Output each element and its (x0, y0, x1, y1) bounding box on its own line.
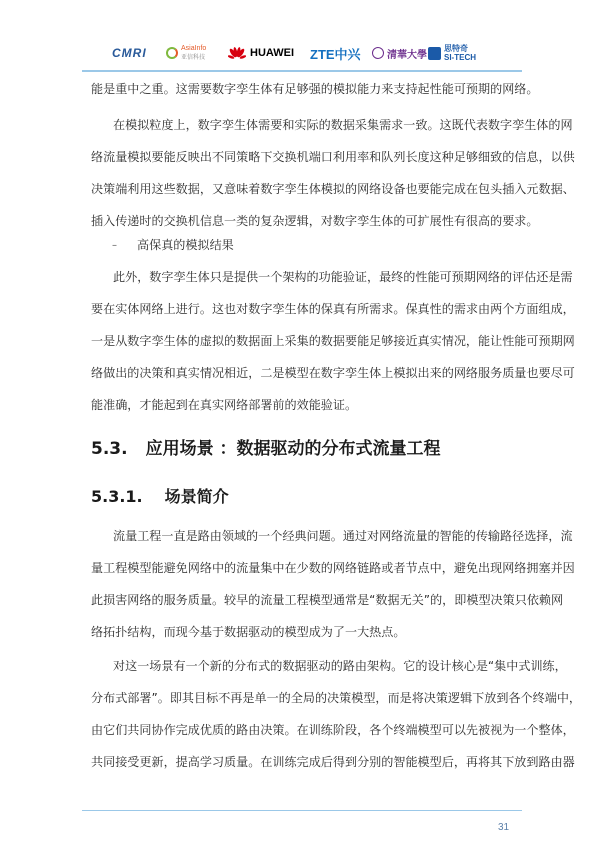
huawei-logo-text: HUAWEI (250, 47, 294, 59)
cmri-logo-text: CMRI (112, 46, 147, 60)
tsinghua-logo-text: 清華大學 (387, 49, 427, 61)
paragraph-line: 一是从数字孪生体的虚拟的数据面上采集的数据要能足够接近真实情况，能让性能可预期网 (91, 334, 575, 348)
paragraph-line: 流量工程一直是路由领域的一个经典问题。通过对网络流量的智能的传输路径选择，流 (113, 529, 573, 543)
sitech-logo-en: SI-TECH (444, 53, 476, 62)
zte-logo-text: ZTE中兴 (310, 46, 361, 62)
paragraph-line: 络做出的决策和真实情况相近，二是模型在数字孪生体上模拟出来的网络服务质量也要尽可 (91, 366, 575, 380)
subsection-heading (91, 484, 229, 507)
header-rule (82, 70, 522, 72)
asiainfo-mark-icon (166, 47, 178, 59)
partner-logos (112, 42, 476, 64)
paragraph-line: 插入传递时的交换机信息一类的复杂逻辑，对数字孪生体的可扩展性有很高的要求。 (91, 214, 539, 228)
bullet-item: 高保真的模拟结果 (137, 238, 234, 252)
huawei-logo (228, 47, 310, 60)
asiainfo-logo-text: AsiaInfo (181, 45, 207, 52)
paragraph-line: 量工程模型能避免网络中的流量集中在少数的网络链路或者节点中，避免出现网络拥塞并因 (91, 561, 575, 575)
paragraph-line: 分布式部署”。即其目标不再是单一的全局的决策模型，而是将决策逻辑下放到各个终端中， (91, 691, 582, 705)
section-title: 应用场景 ：数据驱动的分布式流量工程 (145, 439, 441, 459)
paragraph-line: 共同接受更新，提高学习质量。在训练完成后得到分别的智能模型后，再将其下放到路由器 (91, 755, 575, 769)
huawei-flower-icon (228, 47, 246, 60)
sitech-logo (428, 44, 476, 62)
paragraph-line: 此外，数字孪生体只是提供一个架构的功能验证，最终的性能可预期网络的评估还是需 (113, 270, 573, 284)
paragraph-line: 能准确，才能起到在真实网络部署前的效能验证。 (91, 398, 358, 412)
paragraph-line: 由它们共同协作完成优质的路由决策。在训练阶段，各个终端模型可以先被视为一个整体， (91, 723, 575, 737)
paragraph-line: 要在实体网络上进行。这也对数字孪生体的保真有所需求。保真性的需求由两个方面组成， (91, 302, 575, 316)
paragraph-line: 对这一场景有一个新的分布式的数据驱动的路由架构。它的设计核心是“集中式训练， (113, 659, 567, 673)
subsection-title: 场景简介 (164, 487, 229, 506)
bullet-dash-icon: – (112, 240, 117, 251)
asiainfo-logo-text-group (181, 45, 206, 61)
paragraph-line: 此损害网络的服务质量。较早的流量工程模型通常是“数据无关”的，即模型决策只依赖网 (91, 593, 564, 607)
paragraph-line: 决策端利用这些数据，又意味着数字孪生体模拟的网络设备也要能完成在包头插入元数据、 (91, 182, 575, 196)
paragraph-line: 络拓扑结构，而现今基于数据驱动的模型成为了一大热点。 (91, 625, 406, 639)
sitech-logo-text-group (444, 44, 476, 62)
page-number: 31 (498, 822, 510, 833)
zte-logo (310, 44, 372, 63)
page-header (0, 0, 600, 80)
sitech-mark-icon (428, 47, 441, 60)
asiainfo-logo (166, 45, 228, 61)
cmri-logo (112, 46, 166, 60)
paragraph-line: 络流量模拟要能反映出不同策略下交换机端口利用率和队列长度这种足够细致的信息，以供 (91, 150, 575, 164)
subsection-number: 5.3.1. (91, 487, 143, 506)
paragraph-line: 能是重中之重。这需要数字孪生体有足够强的模拟能力来支持起性能可预期的网络。 (91, 82, 539, 96)
paragraph-line: 在模拟粒度上，数字孪生体需要和实际的数据采集需求一致。这既代表数字孪生体的网 (113, 118, 573, 132)
section-heading (91, 434, 441, 459)
sitech-logo-text: 思特奇 (444, 44, 468, 53)
section-number: 5.3. (91, 439, 128, 459)
asiainfo-logo-cn: 亚信科技 (181, 55, 206, 61)
footer-rule (82, 810, 522, 811)
tsinghua-seal-icon (372, 47, 384, 59)
tsinghua-logo (372, 46, 428, 61)
